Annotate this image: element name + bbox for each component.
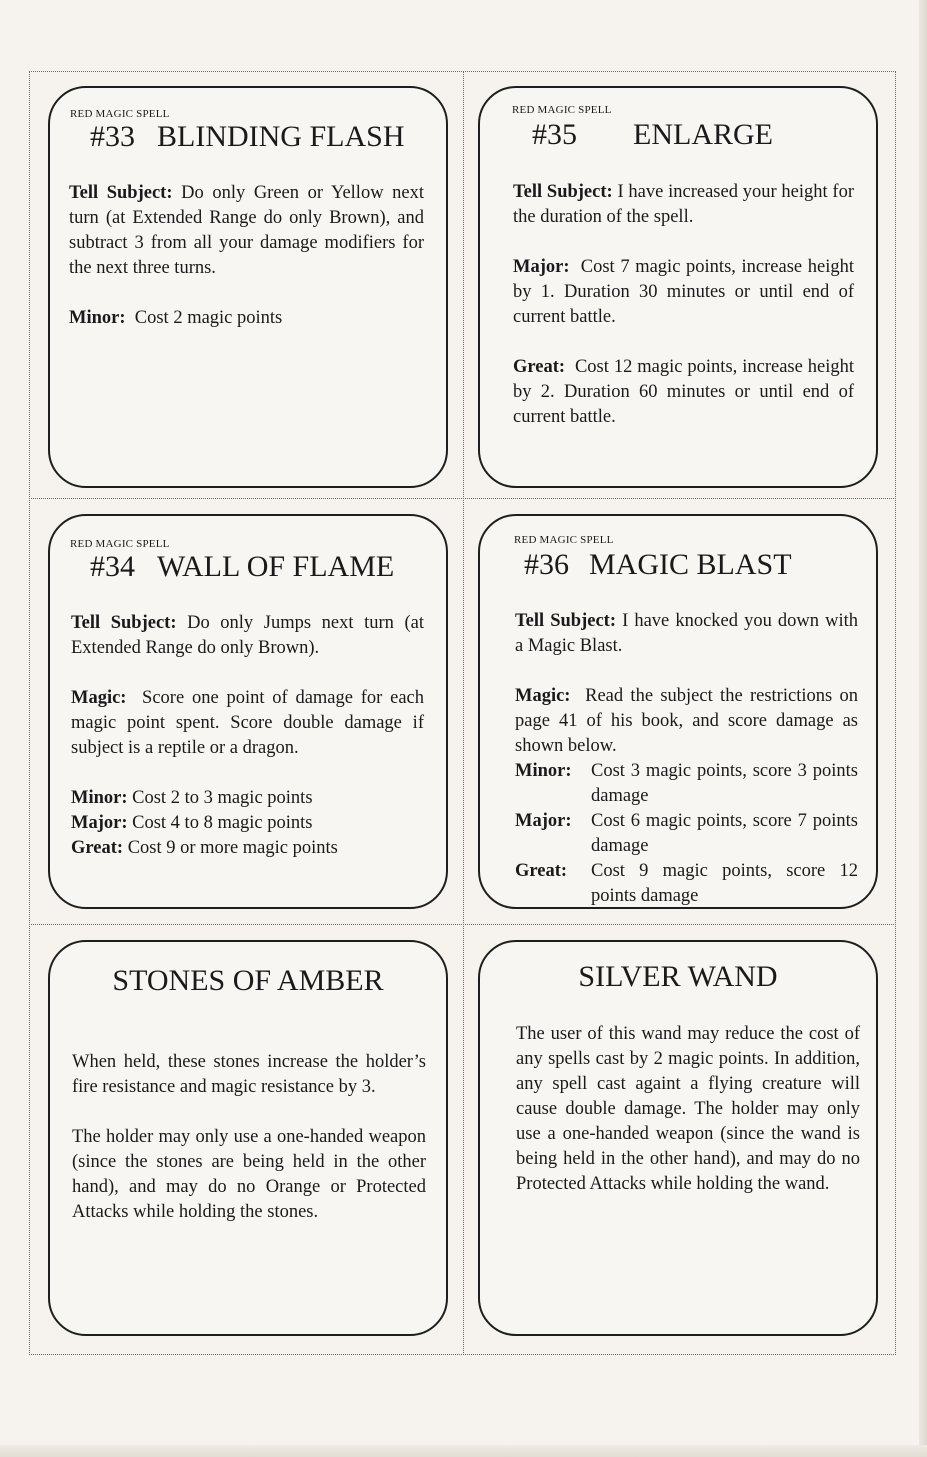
item-restriction: The holder may only use a one-handed weapon (since the stones are being held in the other hand), and may do no Orange or Protected Attacks while holding the stones.	[72, 1127, 426, 1222]
magic-text: Read the subject the restrictions on page 41 of his book, and score damage as shown below.	[515, 686, 858, 756]
card-title: STONES OF AMBER	[112, 964, 384, 997]
major-effect	[71, 811, 424, 836]
spell-card-blinding-flash	[48, 86, 448, 488]
minor-label: Minor:	[71, 788, 128, 808]
page-edge	[0, 1445, 927, 1457]
tell-subject-text: Do only Green or Yellow next turn (at Extended Range do only Brown), and subtract 3 from all your damage modifiers for the next three turns.	[69, 183, 425, 278]
minor-effect	[71, 786, 424, 811]
magic-text: Score one point of damage for each magic point spent. Score double damage if subject is a reptile or a dragon.	[71, 688, 424, 758]
card-title	[90, 550, 394, 584]
card-body	[513, 180, 854, 455]
great-effect	[71, 836, 424, 861]
major-label: Major:	[71, 813, 128, 833]
card-title	[90, 120, 405, 154]
card-title	[524, 548, 792, 582]
spell-name: ENLARGE	[633, 118, 773, 151]
item-card-stones-of-amber	[48, 940, 448, 1336]
minor-effect	[515, 759, 858, 809]
spell-number: #35	[532, 118, 577, 151]
major-text: Cost 7 magic points, increase height by 1. Duration 30 minutes or until end of current battle.	[513, 257, 854, 327]
tell-subject-label: Tell Subject:	[69, 183, 173, 203]
great-label: Great:	[71, 838, 124, 858]
tell-subject	[513, 180, 854, 230]
tell-subject	[69, 181, 424, 281]
great-label: Great:	[515, 861, 568, 881]
tell-subject	[515, 609, 858, 659]
great-label: Great:	[513, 357, 566, 377]
great-text: Cost 9 or more magic points	[127, 838, 338, 858]
spell-name: BLINDING FLASH	[157, 120, 405, 153]
magic-label: Magic:	[515, 686, 571, 706]
major-effect	[515, 809, 858, 859]
tell-subject	[71, 611, 424, 661]
minor-text: Cost 2 magic points	[134, 308, 283, 328]
minor-effect	[69, 306, 424, 331]
spell-card-wall-of-flame	[48, 514, 448, 909]
minor-text: Cost 3 magic points, score 3 points damage	[591, 761, 858, 806]
great-effect	[513, 355, 854, 430]
spell-number: #33	[90, 120, 135, 153]
minor-label: Minor:	[69, 308, 126, 328]
card-body	[72, 1050, 426, 1250]
card-kicker: RED MAGIC SPELL	[70, 538, 170, 550]
card-kicker: RED MAGIC SPELL	[512, 104, 612, 116]
magic-label: Magic:	[71, 688, 127, 708]
minor-text: Cost 2 to 3 magic points	[132, 788, 313, 808]
card-title	[532, 118, 773, 152]
page-edge	[919, 0, 927, 1457]
major-label: Major:	[513, 257, 570, 277]
major-effect	[513, 255, 854, 330]
great-text: Cost 9 magic points, score 12 points damage	[591, 861, 858, 906]
spell-card-magic-blast	[478, 514, 878, 909]
card-title: SILVER WAND	[578, 960, 778, 993]
major-text: Cost 6 magic points, score 7 points damage	[591, 811, 858, 856]
major-label: Major:	[515, 811, 572, 831]
magic-effect	[71, 686, 424, 761]
card-body	[515, 609, 858, 909]
tell-subject-label: Tell Subject:	[513, 182, 613, 202]
item-description: When held, these stones increase the holder’s fire resistance and magic resistance by 3.	[72, 1052, 426, 1097]
tell-subject-label: Tell Subject:	[71, 613, 177, 633]
cut-line-horizontal	[29, 924, 896, 925]
major-text: Cost 4 to 8 magic points	[132, 813, 313, 833]
item-description: The user of this wand may reduce the cost of any spells cast by 2 magic points. In addition, any spell cast againt a flying creature will cause double damage. The holder may only use a one-handed weapon (since the wand is being held in the other hand), and may do no Protected Attacks while holding the wand.	[516, 1024, 860, 1194]
tell-subject-label: Tell Subject:	[515, 611, 616, 631]
minor-label: Minor:	[515, 761, 572, 781]
tell-subject-text: I have knocked you down with a Magic Blast.	[515, 611, 859, 656]
spell-number: #34	[90, 550, 135, 583]
magic-effect	[515, 684, 858, 759]
tell-subject-text: Do only Jumps next turn (at Extended Range do only Brown).	[71, 613, 425, 658]
card-kicker: RED MAGIC SPELL	[514, 534, 614, 546]
cut-line-horizontal	[29, 498, 896, 499]
great-text: Cost 12 magic points, increase height by 2. Duration 60 minutes or until end of current battle.	[513, 357, 854, 427]
tell-subject-text: I have increased your height for the duration of the spell.	[513, 182, 855, 227]
item-card-silver-wand	[478, 940, 878, 1336]
card-body	[69, 181, 424, 356]
cut-line-vertical	[463, 71, 464, 1355]
spell-number: #36	[524, 548, 569, 581]
spell-card-enlarge	[478, 86, 878, 488]
spell-name: WALL OF FLAME	[157, 550, 395, 583]
card-kicker: RED MAGIC SPELL	[70, 108, 170, 120]
spell-name: MAGIC BLAST	[589, 548, 792, 581]
card-body	[516, 1022, 860, 1222]
card-body	[71, 611, 424, 861]
great-effect	[515, 859, 858, 909]
